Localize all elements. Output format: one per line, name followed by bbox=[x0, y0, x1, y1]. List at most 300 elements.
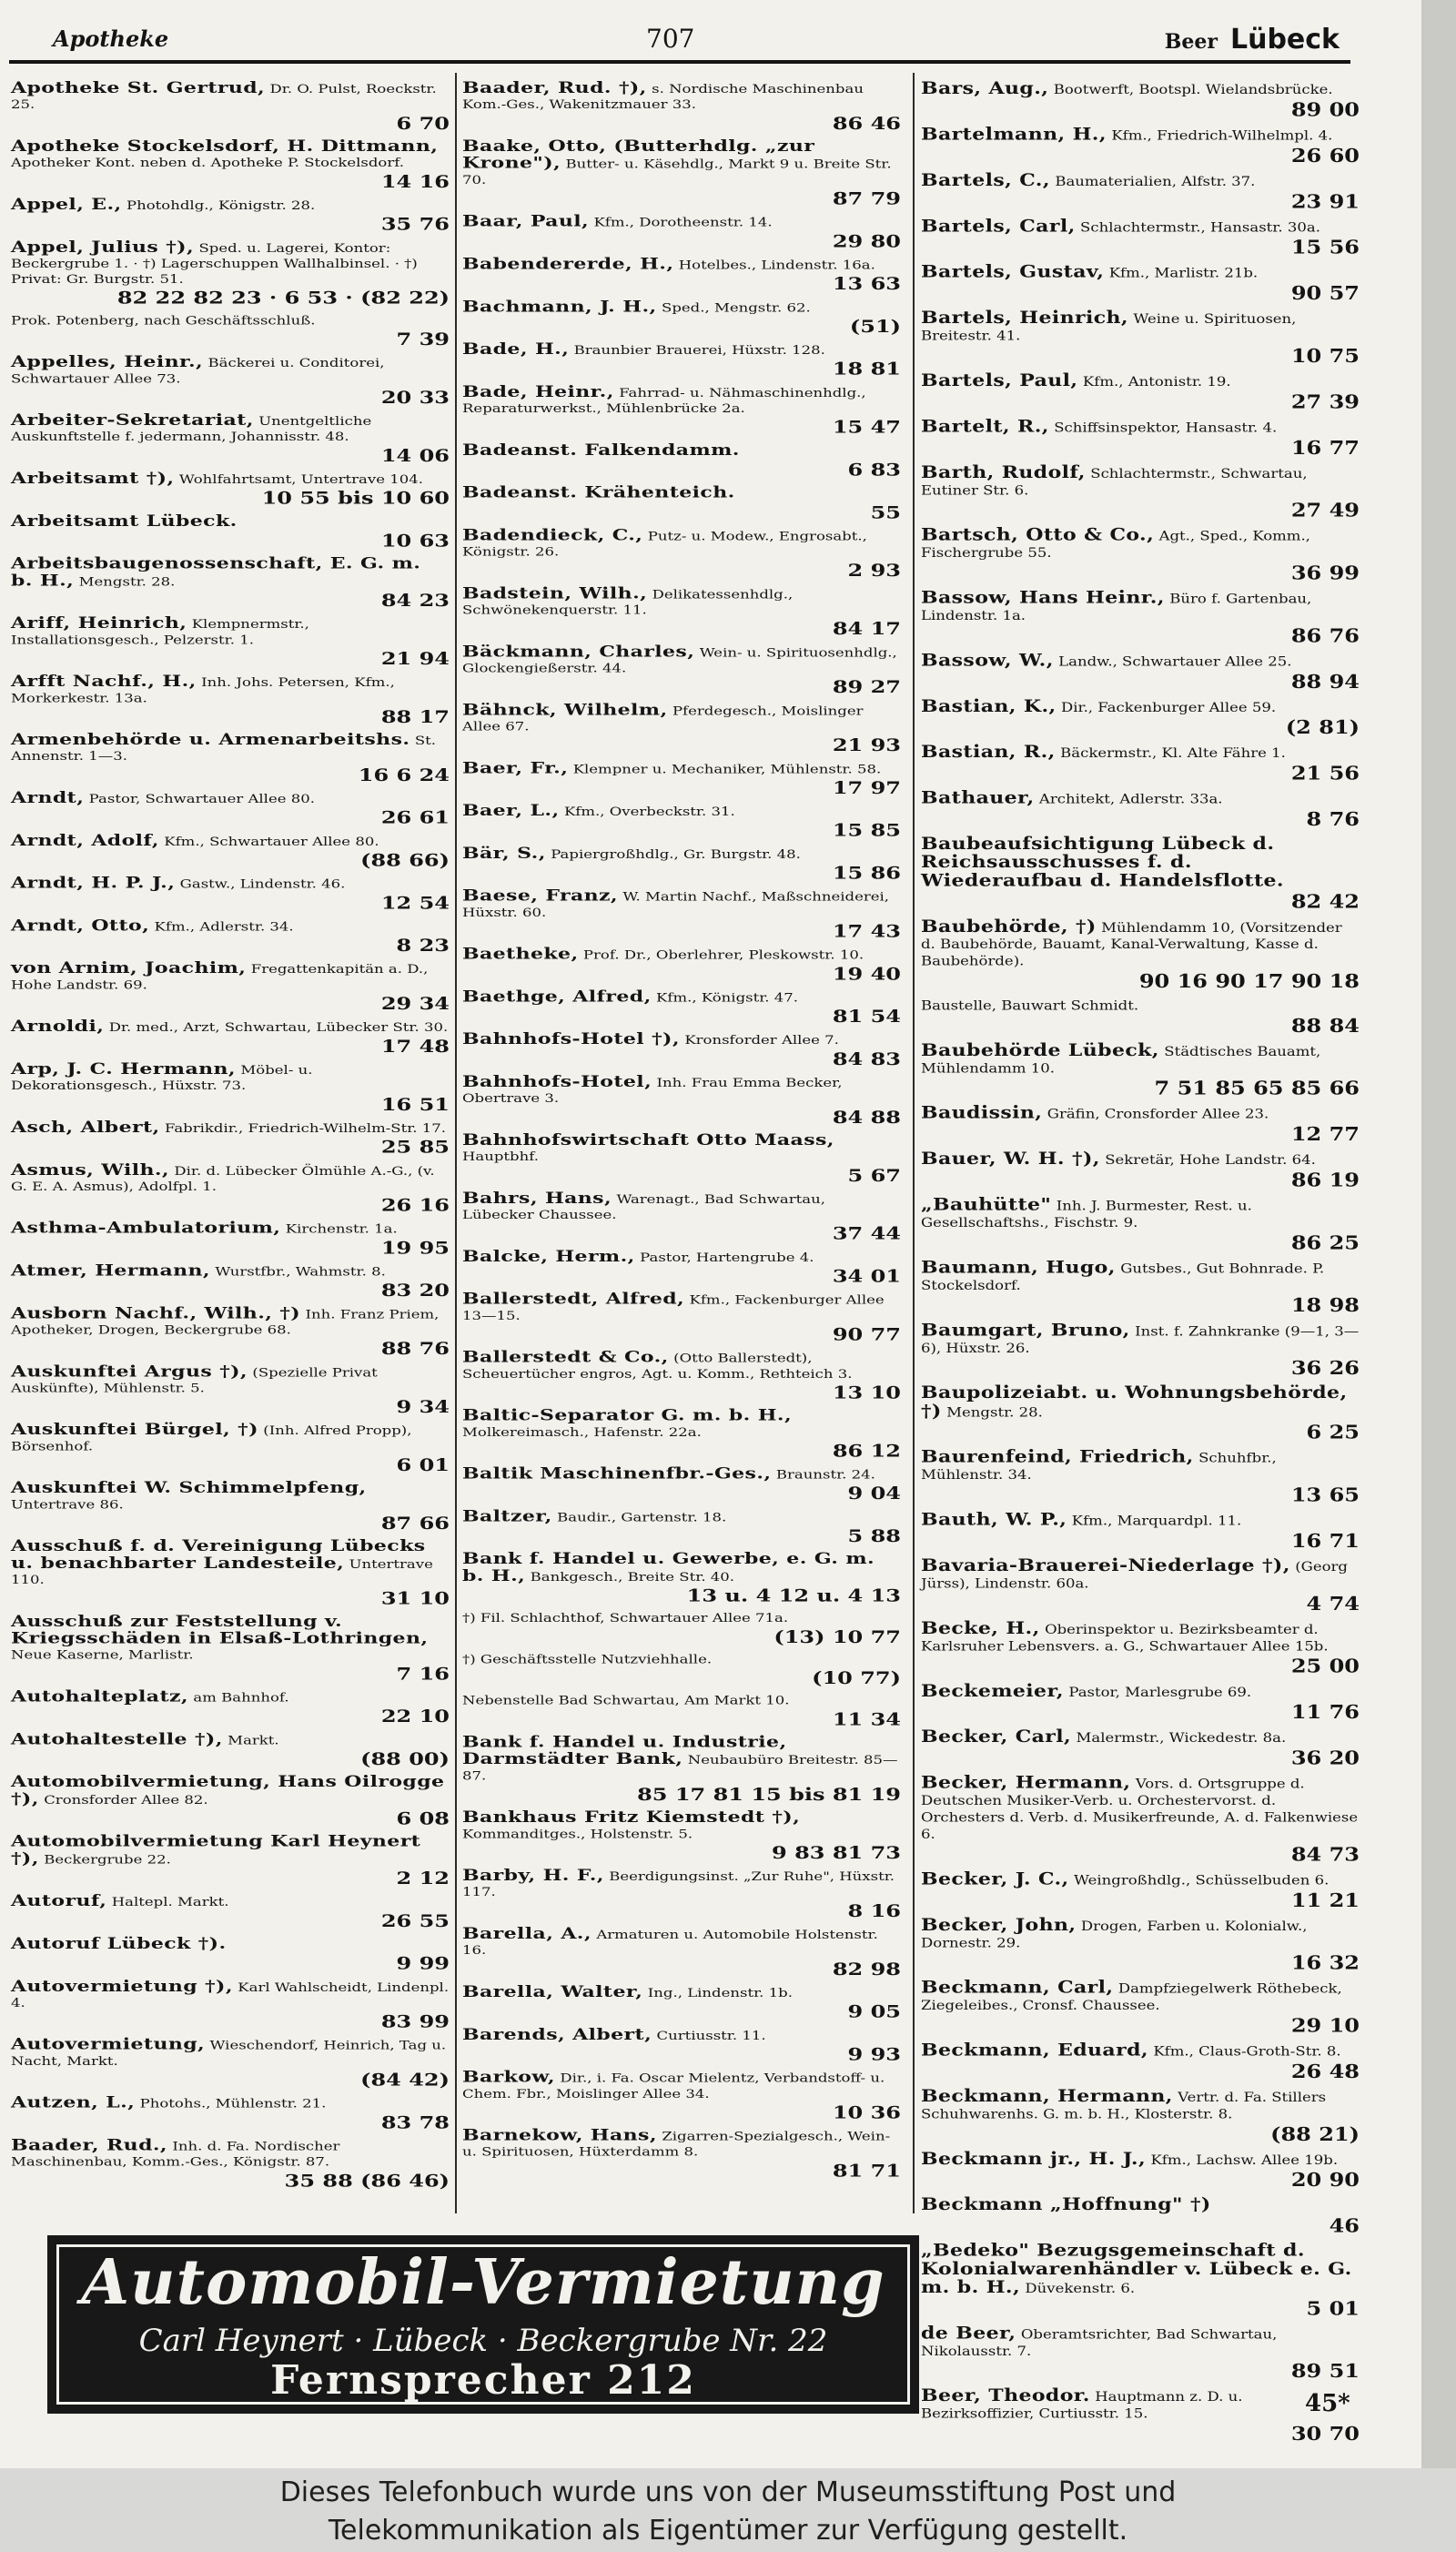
entry-name: Autohaltestelle †), bbox=[11, 1729, 223, 1748]
entry-phone-number: 35 88 (86 46) bbox=[284, 2170, 450, 2191]
entry-description: Papiergroßhdlg., Gr. Burgstr. 48. bbox=[551, 847, 801, 861]
directory-entry bbox=[11, 732, 451, 785]
entry-name: Becker, John, bbox=[921, 1915, 1077, 1935]
entry-description: (Otto Ballerstedt), Scheuertücher engros, Agt. u. Komm., Rethteich 3. bbox=[462, 1351, 853, 1381]
header-city: Lübeck bbox=[1229, 24, 1340, 56]
entry-name: Baer, Fr., bbox=[462, 758, 569, 777]
entry-phone-number: 7 51 85 65 85 66 bbox=[1154, 1077, 1360, 1099]
directory-entry bbox=[921, 835, 1361, 914]
directory-entry bbox=[462, 2070, 903, 2123]
entry-description: Weingroßhdlg., Schüsselbuden 6. bbox=[1074, 1872, 1330, 1888]
entry-description: Putz- u. Modew., Engrosabt., Königstr. 26. bbox=[462, 529, 867, 559]
entry-name: Auskunftei Bürgel, †) bbox=[11, 1420, 258, 1439]
directory-entry bbox=[11, 1774, 451, 1829]
entry-description: Vertr. d. Fa. Stillers Schuhwarenhs. G. m. b. H., Klosterstr. 8. bbox=[921, 2090, 1327, 2122]
entry-name: Baudissin, bbox=[921, 1102, 1043, 1123]
entry-name: Ausschuß f. d. Vereinigung Lübecks u. benachbarter Landesteile, bbox=[11, 1536, 426, 1573]
entry-name: Bank f. Handel u. Industrie, Darmstädter Bank, bbox=[462, 1732, 787, 1768]
entry-phone-number: 19 40 bbox=[832, 963, 901, 984]
entry-phone-number: (51) bbox=[849, 315, 901, 337]
entry-phone-number: 6 01 bbox=[396, 1454, 450, 1475]
directory-entry bbox=[921, 464, 1361, 522]
entry-description: Kommanditges., Holstenstr. 5. bbox=[462, 1827, 693, 1841]
directory-entry bbox=[921, 1196, 1361, 1254]
entry-phone-number: 29 80 bbox=[832, 230, 901, 251]
directory-entry bbox=[921, 524, 1361, 585]
directory-entry bbox=[11, 197, 451, 235]
entry-name: Bars, Aug., bbox=[921, 78, 1049, 99]
caption-line-1: Dieses Telefonbuch wurde uns von der Museumsstiftung Post und bbox=[279, 2476, 1177, 2508]
entry-description: Fabrikdir., Friedrich-Wilhelm-Str. 17. bbox=[165, 1121, 447, 1136]
entry-phone-number: 16 77 bbox=[1290, 436, 1360, 459]
entry-description: Bootwerft, Bootspl. Wielandsbrücke. bbox=[1053, 82, 1333, 97]
entry-phone-number: 13 65 bbox=[1290, 1484, 1360, 1506]
header-right-keyword: Beer bbox=[1164, 30, 1218, 54]
entry-name: Autoruf, bbox=[11, 1891, 107, 1910]
directory-column-1 bbox=[11, 80, 451, 2195]
directory-entry bbox=[11, 1061, 451, 1115]
entry-description: Mengstr. 28. bbox=[946, 1404, 1043, 1420]
entry-phone-number: 82 22 82 23 · 6 53 · (82 22) bbox=[116, 287, 450, 309]
directory-entry bbox=[462, 1132, 903, 1186]
entry-description: W. Martin Nachf., Maßschneiderei, Hüxstr. 60. bbox=[462, 889, 890, 919]
directory-entry bbox=[462, 888, 903, 942]
entry-phone-number: 86 12 bbox=[832, 1440, 901, 1462]
entry-description: Dr. med., Arzt, Schwartau, Lübecker Str. 30. bbox=[108, 1020, 449, 1035]
entry-description: Kfm., Marquardpl. 11. bbox=[1071, 1514, 1242, 1528]
directory-entry bbox=[462, 1693, 903, 1730]
entry-description: Nebenstelle Bad Schwartau, Am Markt 10. bbox=[462, 1693, 790, 1707]
entry-name: Autovermietung, bbox=[11, 2035, 206, 2054]
entry-phone-number: (88 66) bbox=[360, 849, 450, 871]
entry-description: Wieschendorf, Heinrich, Tag u. Nacht, Markt. bbox=[11, 2039, 447, 2068]
entry-description: Schlachtermstr., Hansastr. 30a. bbox=[1080, 219, 1320, 235]
directory-entry bbox=[462, 527, 903, 581]
entry-description: Oberamtsrichter, Bad Schwartau, Nikolausstr. 7. bbox=[921, 2326, 1278, 2359]
entry-phone-number: 89 27 bbox=[832, 676, 901, 697]
entry-phone-number: 84 73 bbox=[1290, 1843, 1360, 1866]
entry-name: Bähnck, Wilhelm, bbox=[462, 700, 668, 719]
entry-phone-number: 87 79 bbox=[832, 187, 901, 209]
entry-phone-number: 88 94 bbox=[1290, 670, 1360, 693]
entry-description: Oberinspektor u. Bezirksbeamter d. Karlsruher Lebensvers. a. G., Schwartauer Allee 15b. bbox=[921, 1622, 1329, 1654]
entry-description: Pferdegesch., Moislinger Allee 67. bbox=[462, 704, 864, 734]
entry-phone-number: (2 81) bbox=[1285, 715, 1360, 739]
entry-description: Gräfin, Cronsforder Allee 23. bbox=[1046, 1107, 1269, 1122]
entry-phone-number: 6 70 bbox=[396, 112, 450, 134]
entry-description: Gastw., Lindenstr. 46. bbox=[179, 876, 346, 891]
entry-description: Photohs., Mühlenstr. 21. bbox=[139, 2096, 327, 2111]
entry-description: Cronsforder Allee 82. bbox=[44, 1793, 208, 1807]
entry-phone-number: 27 39 bbox=[1290, 390, 1360, 413]
directory-entry bbox=[921, 1150, 1361, 1191]
entry-phone-number: 19 95 bbox=[380, 1237, 450, 1259]
entry-name: Bartsch, Otto & Co., bbox=[921, 524, 1155, 545]
entry-description: Landw., Schwartauer Allee 25. bbox=[1058, 653, 1292, 669]
entry-phone-number: 83 20 bbox=[380, 1280, 450, 1301]
directory-entry bbox=[921, 2324, 1361, 2383]
entry-description: Pastor, Marlesgrube 69. bbox=[1068, 1685, 1252, 1700]
entry-phone-number: 16 32 bbox=[1290, 1951, 1360, 1974]
directory-entry bbox=[11, 556, 451, 612]
entry-name: Badeanst. Falkendamm. bbox=[462, 441, 740, 460]
entry-description: Wohlfahrtsamt, Untertrave 104. bbox=[178, 472, 423, 487]
directory-entry bbox=[462, 485, 903, 523]
entry-name: Bassow, W., bbox=[921, 650, 1054, 671]
directory-entry bbox=[11, 513, 451, 552]
entry-name: Baubehörde Lübeck, bbox=[921, 1040, 1159, 1060]
directory-entry bbox=[921, 1977, 1361, 2038]
entry-phone-number: 88 84 bbox=[1290, 1014, 1360, 1037]
entry-description: Bäckermstr., Kl. Alte Fähre 1. bbox=[1060, 745, 1286, 761]
entry-description: Hotelbes., Lindenstr. 16a. bbox=[678, 258, 875, 272]
entry-description: Ing., Lindenstr. 1b. bbox=[647, 1986, 793, 2000]
entry-description: †) Geschäftsstelle Nutzviehhalle. bbox=[462, 1652, 713, 1666]
directory-entry bbox=[462, 947, 903, 985]
entry-name: Apotheke Stockelsdorf, H. Dittmann, bbox=[11, 137, 439, 156]
entry-phone-number: 2 93 bbox=[847, 560, 901, 581]
entry-phone-number: 87 66 bbox=[380, 1513, 450, 1534]
entry-description: Schlachtermstr., Schwartau, Eutiner Str. 6. bbox=[921, 466, 1308, 498]
entry-phone-number: 26 60 bbox=[1290, 144, 1360, 167]
entry-name: Baader, Rud. †), bbox=[462, 78, 647, 97]
directory-entry bbox=[462, 1652, 903, 1689]
column-divider bbox=[913, 73, 915, 2213]
entry-description: Unentgeltliche Auskunftstelle f. jedermann, Johannisstr. 48. bbox=[11, 414, 372, 444]
entry-description: Beckergrube 22. bbox=[44, 1852, 171, 1867]
entry-description: Apotheker Kont. neben d. Apotheke P. Stockelsdorf. bbox=[11, 156, 404, 170]
entry-phone-number: 5 88 bbox=[847, 1525, 901, 1546]
directory-entry bbox=[462, 1190, 903, 1244]
entry-name: Arbeitsamt Lübeck. bbox=[11, 511, 238, 531]
directory-entry bbox=[921, 309, 1361, 368]
entry-description: Hauptbhf. bbox=[462, 1149, 539, 1164]
directory-entry bbox=[11, 1480, 451, 1534]
directory-entry bbox=[921, 1728, 1361, 1769]
directory-entry bbox=[462, 341, 903, 380]
entry-phone-number: 89 51 bbox=[1290, 2359, 1360, 2383]
entry-name: Beckmann, Carl, bbox=[921, 1977, 1114, 1998]
entry-phone-number: 8 16 bbox=[847, 1899, 901, 1921]
directory-entry bbox=[462, 702, 903, 755]
entry-phone-number: 21 94 bbox=[380, 648, 450, 669]
entry-phone-number: (88 21) bbox=[1270, 2122, 1360, 2145]
entry-phone-number: 23 91 bbox=[1290, 189, 1360, 213]
entry-phone-number: 9 34 bbox=[396, 1396, 450, 1417]
entry-phone-number: 6 83 bbox=[847, 459, 901, 481]
entry-phone-number: 36 20 bbox=[1290, 1747, 1360, 1769]
entry-name: Atmer, Hermann, bbox=[11, 1261, 210, 1281]
advertisement-subtitle: Carl Heynert · Lübeck · Beckergrube Nr. 22 bbox=[138, 2323, 828, 2359]
directory-entry bbox=[462, 256, 903, 294]
entry-description: (Inh. Alfred Propp), Börsenhof. bbox=[11, 1423, 412, 1453]
entry-description: Braunbier Brauerei, Hüxstr. 128. bbox=[573, 343, 825, 358]
entry-name: Barby, H. F., bbox=[462, 1866, 604, 1885]
directory-entry bbox=[462, 1408, 903, 1462]
directory-entry bbox=[11, 1018, 451, 1057]
directory-entry bbox=[462, 1926, 903, 1980]
entry-phone-number: 25 85 bbox=[380, 1136, 450, 1158]
entry-description: Dr. O. Pulst, Roeckstr. 25. bbox=[11, 82, 437, 112]
directory-entry bbox=[462, 384, 903, 438]
entry-name: Bär, S., bbox=[462, 844, 546, 863]
directory-entry bbox=[11, 1688, 451, 1727]
entry-name: Bartels, Carl, bbox=[921, 216, 1076, 237]
entry-name: Bartels, Paul, bbox=[921, 370, 1078, 391]
entry-name: Arndt, Otto, bbox=[11, 916, 150, 936]
directory-entry bbox=[921, 218, 1361, 258]
entry-phone-number: 82 42 bbox=[1290, 890, 1360, 913]
entry-name: Arnoldi, bbox=[11, 1017, 105, 1036]
column-divider bbox=[455, 73, 457, 2213]
entry-phone-number: (88 00) bbox=[360, 1747, 450, 1769]
entry-phone-number: 83 99 bbox=[380, 2010, 450, 2032]
entry-name: Bankhaus Fritz Kiemstedt †), bbox=[462, 1808, 801, 1827]
entry-name: Ballerstedt, Alfred, bbox=[462, 1290, 685, 1309]
entry-name: Beckemeier, bbox=[921, 1680, 1064, 1701]
entry-description: Untertrave 110. bbox=[11, 1557, 433, 1587]
entry-description: Fregattenkapitän a. D., Hohe Landstr. 69. bbox=[11, 962, 429, 992]
directory-entry bbox=[921, 998, 1361, 1038]
entry-name: Asthma-Ambulatorium, bbox=[11, 1219, 281, 1238]
entry-description: Inh. d. Fa. Nordischer Maschinenbau, Komm.-Ges., Königstr. 87. bbox=[11, 2139, 340, 2169]
directory-entry bbox=[462, 1291, 903, 1345]
entry-name: Ariff, Heinrich, bbox=[11, 613, 187, 633]
entry-name: Baese, Franz, bbox=[462, 886, 618, 906]
directory-entry bbox=[11, 1262, 451, 1301]
entry-phone-number: (84 42) bbox=[360, 2069, 450, 2091]
entry-description: Schuhfbr., Mühlenstr. 34. bbox=[921, 1451, 1277, 1483]
entry-description: Kfm., Schwartauer Allee 80. bbox=[164, 835, 379, 848]
entry-phone-number: 37 44 bbox=[832, 1222, 901, 1244]
entry-name: Automobilvermietung, Hans Oilrogge †), bbox=[11, 1772, 445, 1808]
entry-name: Autoruf Lübeck †). bbox=[11, 1934, 227, 1953]
entry-phone-number: 17 43 bbox=[832, 920, 901, 942]
directory-entry bbox=[11, 2137, 451, 2191]
entry-name: Bahnhofs-Hotel †), bbox=[462, 1029, 680, 1048]
directory-entry bbox=[921, 372, 1361, 413]
entry-name: Baubeaufsichtigung Lübeck d. Reichsausschusses f. d. Wiederaufbau d. Handelsflotte. bbox=[921, 834, 1284, 891]
directory-entry bbox=[11, 1538, 451, 1609]
directory-entry bbox=[921, 744, 1361, 785]
entry-description: Dampfziegelwerk Röthebeck, Ziegeleibes., Cronsf. Chaussee. bbox=[921, 1981, 1342, 2013]
directory-entry bbox=[462, 760, 903, 798]
entry-phone-number: 9 04 bbox=[847, 1483, 901, 1504]
entry-description: Kfm., Antonistr. 19. bbox=[1082, 374, 1231, 390]
page-header bbox=[0, 16, 1456, 62]
directory-entry bbox=[11, 354, 451, 408]
entry-name: Autohalteplatz, bbox=[11, 1686, 188, 1706]
entry-description: Hauptmann z. D. u. Bezirksoffizier, Curtiusstr. 15. bbox=[921, 2389, 1243, 2422]
directory-entry bbox=[462, 803, 903, 841]
entry-name: Barella, A., bbox=[462, 1924, 592, 1943]
entry-phone-number: 12 77 bbox=[1290, 1122, 1360, 1146]
entry-name: Autzen, L., bbox=[11, 2093, 136, 2112]
entry-description: Prof. Dr., Oberlehrer, Pleskowstr. 10. bbox=[582, 947, 864, 962]
entry-description: Malermstr., Wickedestr. 8a. bbox=[1076, 1730, 1287, 1746]
entry-description: Kfm., Friedrich-Wilhelmpl. 4. bbox=[1111, 127, 1333, 143]
entry-phone-number: 30 70 bbox=[1290, 2422, 1360, 2446]
entry-name: Bartels, Gustav, bbox=[921, 261, 1105, 282]
entry-description: Inst. f. Zahnkranke (9—1, 3—6), Hüxstr. 26. bbox=[921, 1323, 1360, 1356]
signature-mark: 45* bbox=[1305, 2390, 1350, 2417]
entry-name: Bank f. Handel u. Gewerbe, e. G. m. b. H., bbox=[462, 1549, 875, 1585]
directory-entry bbox=[921, 2088, 1361, 2146]
entry-name: Baumgart, Bruno, bbox=[921, 1320, 1130, 1341]
directory-entry bbox=[462, 585, 903, 639]
directory-entry bbox=[11, 471, 451, 509]
entry-phone-number: 9 93 bbox=[847, 2043, 901, 2065]
entry-description: Bankgesch., Breite Str. 40. bbox=[530, 1570, 735, 1585]
entry-phone-number: 6 25 bbox=[1306, 1421, 1360, 1443]
entry-phone-number: 15 47 bbox=[832, 416, 901, 438]
directory-column-2 bbox=[462, 80, 903, 2185]
entry-description: Neubaubüro Breitestr. 85—87. bbox=[462, 1753, 898, 1783]
entry-name: Beer, Theodor. bbox=[921, 2385, 1090, 2406]
entry-description: Vors. d. Ortsgruppe d. Deutschen Musiker-Verb. u. Orchestervorst. d. Orchesters d. Verb. d. Musikerfreunde, A. d. Falkenwiese 6. bbox=[921, 1776, 1359, 1842]
entry-description: Molkereimasch., Hafenstr. 22a. bbox=[462, 1425, 702, 1439]
entry-phone-number: 12 54 bbox=[380, 892, 450, 913]
entry-phone-number: 7 39 bbox=[396, 329, 450, 349]
entry-phone-number: 90 16 90 17 90 18 bbox=[1138, 969, 1360, 993]
entry-name: Appel, E., bbox=[11, 195, 122, 214]
entry-name: Bahnhofs-Hotel, bbox=[462, 1072, 652, 1091]
entry-phone-number: 89 00 bbox=[1290, 98, 1360, 121]
entry-name: Auskunftei Argus †), bbox=[11, 1362, 248, 1381]
directory-entry bbox=[921, 261, 1361, 305]
entry-name: Bade, Heinr., bbox=[462, 382, 614, 401]
entry-name: Beckmann jr., H. J., bbox=[921, 2149, 1147, 2169]
entry-name: Baltic-Separator G. m. b. H., bbox=[462, 1406, 793, 1425]
entry-name: Baltzer, bbox=[462, 1506, 552, 1526]
entry-phone-number: 90 77 bbox=[832, 1323, 901, 1345]
entry-name: Baader, Rud., bbox=[11, 2135, 167, 2155]
entry-phone-number: 88 76 bbox=[380, 1338, 450, 1359]
entry-name: Becke, H., bbox=[921, 1618, 1040, 1638]
entry-phone-number: 88 17 bbox=[380, 705, 450, 727]
entry-phone-number: 35 76 bbox=[380, 213, 450, 235]
entry-name: Arndt, Adolf, bbox=[11, 831, 159, 850]
directory-entry bbox=[462, 1350, 903, 1403]
entry-description: Neue Kaserne, Marlistr. bbox=[11, 1648, 194, 1662]
entry-description: Mühlendamm 10, (Vorsitzender d. Baubehörde, Bauamt, Kanal-Verwaltung, Kasse d. Baubehörde). bbox=[921, 920, 1342, 969]
entry-description: †) Fil. Schlachthof, Schwartauer Allee 71a. bbox=[462, 1611, 789, 1625]
entry-description: Delikatessenhdlg., Schwönekenquerstr. 11. bbox=[462, 587, 794, 617]
header-right bbox=[1165, 24, 1340, 56]
entry-phone-number: 15 56 bbox=[1290, 236, 1360, 258]
entry-name: Barkow, bbox=[462, 2068, 555, 2087]
entry-name: Beckmann, Eduard, bbox=[921, 2040, 1148, 2061]
entry-name: Barella, Walter, bbox=[462, 1982, 643, 2001]
entry-phone-number: 16 6 24 bbox=[358, 764, 450, 785]
entry-phone-number: 29 34 bbox=[380, 993, 450, 1014]
entry-phone-number: 85 17 81 15 bis 81 19 bbox=[637, 1783, 901, 1805]
entry-name: Beckmann, Hermann, bbox=[921, 2086, 1173, 2106]
directory-entry bbox=[462, 1551, 903, 1606]
entry-phone-number: 81 71 bbox=[832, 2160, 901, 2182]
directory-entry bbox=[921, 589, 1361, 647]
directory-entry bbox=[462, 1809, 903, 1863]
entry-name: Baumann, Hugo, bbox=[921, 1257, 1116, 1278]
directory-entry bbox=[462, 1031, 903, 1069]
entry-description: Kfm., Overbeckstr. 31. bbox=[563, 805, 735, 819]
entry-phone-number: 36 99 bbox=[1290, 562, 1360, 584]
directory-entry bbox=[11, 833, 451, 871]
directory-entry bbox=[462, 299, 903, 337]
directory-entry bbox=[462, 988, 903, 1027]
directory-entry bbox=[921, 698, 1361, 739]
entry-description: Baustelle, Bauwart Schmidt. bbox=[921, 998, 1139, 1013]
entry-description: Städtisches Bauamt, Mühlendamm 10. bbox=[921, 1044, 1321, 1076]
directory-entry bbox=[921, 1774, 1361, 1866]
caption-line-2: Telekommunikation als Eigentümer zur Verfügung gestellt. bbox=[328, 2515, 1128, 2547]
entry-description: Schiffsinspektor, Hansastr. 4. bbox=[1054, 420, 1278, 435]
directory-entry bbox=[921, 2196, 1361, 2237]
entry-phone-number: 86 76 bbox=[1290, 624, 1360, 647]
entry-name: Arndt, H. P. J., bbox=[11, 874, 176, 893]
entry-name: Bachmann, J. H., bbox=[462, 297, 657, 316]
entry-phone-number: 86 19 bbox=[1290, 1169, 1360, 1191]
ownership-caption bbox=[0, 2468, 1456, 2552]
entry-name: de Beer, bbox=[921, 2323, 1016, 2344]
entry-phone-number: 22 10 bbox=[380, 1706, 450, 1727]
entry-phone-number: 46 bbox=[1329, 2214, 1360, 2237]
entry-name: Arfft Nachf., H., bbox=[11, 672, 197, 691]
entry-name: „Bauhütte" bbox=[921, 1194, 1052, 1215]
entry-description: Kfm., Lachsw. Allee 19b. bbox=[1150, 2152, 1339, 2168]
entry-phone-number: 10 63 bbox=[380, 530, 450, 552]
directory-entry bbox=[921, 1620, 1361, 1678]
entry-name: Barnekow, Hans, bbox=[462, 2125, 657, 2145]
directory-entry bbox=[921, 172, 1361, 213]
entry-name: Ausschuß zur Feststellung v. Kriegsschäden in Elsaß-Lothringen, bbox=[11, 1612, 429, 1648]
entry-phone-number: 81 54 bbox=[832, 1006, 901, 1027]
entry-name: Arndt, bbox=[11, 788, 85, 807]
entry-description: Agt., Sped., Komm., Fischergrube 55. bbox=[921, 529, 1310, 561]
entry-name: Automobilvermietung Karl Heynert †), bbox=[11, 1832, 421, 1868]
entry-phone-number: 21 56 bbox=[1290, 762, 1360, 785]
directory-entry bbox=[462, 643, 903, 697]
entry-name: Apotheke St. Gertrud, bbox=[11, 78, 266, 97]
directory-entry bbox=[11, 2037, 451, 2091]
entry-description: Sped., Mengstr. 62. bbox=[662, 300, 811, 315]
entry-phone-number: 14 16 bbox=[380, 170, 450, 192]
directory-entry bbox=[462, 138, 903, 209]
entry-description: Photohdlg., Königstr. 28. bbox=[126, 198, 316, 213]
entry-phone-number: 31 10 bbox=[380, 1587, 450, 1609]
entry-phone-number: 10 36 bbox=[832, 2101, 901, 2123]
entry-phone-number: 11 76 bbox=[1290, 1700, 1360, 1724]
directory-entry bbox=[11, 1363, 451, 1417]
entry-name: Baurenfeind, Friedrich, bbox=[921, 1446, 1194, 1467]
entry-phone-number: 15 85 bbox=[832, 819, 901, 841]
directory-entry bbox=[921, 2041, 1361, 2082]
directory-entry bbox=[11, 960, 451, 1014]
entry-name: „Bedeko" Bezugsgemeinschaft d. Kolonialwarenhändler v. Lübeck e. G. m. b. H., bbox=[921, 2240, 1352, 2297]
directory-entry bbox=[921, 918, 1361, 993]
entry-description: Braunstr. 24. bbox=[775, 1467, 875, 1482]
directory-entry bbox=[921, 418, 1361, 459]
directory-entry bbox=[921, 1042, 1361, 1100]
entry-description: Fahrrad- u. Nähmaschinenhdlg., Reparaturwerkst., Mühlenbrücke 2a. bbox=[462, 386, 866, 416]
entry-phone-number: 9 99 bbox=[396, 1952, 450, 1974]
directory-entry bbox=[921, 1102, 1361, 1146]
entry-description: (Georg Jürss), Lindenstr. 60a. bbox=[921, 1559, 1348, 1591]
entry-phone-number: 84 83 bbox=[832, 1048, 901, 1069]
directory-entry bbox=[462, 442, 903, 481]
entry-name: Arbeiter-Sekretariat, bbox=[11, 410, 254, 430]
entry-description: Weine u. Spirituosen, Breitestr. 41. bbox=[921, 311, 1297, 343]
